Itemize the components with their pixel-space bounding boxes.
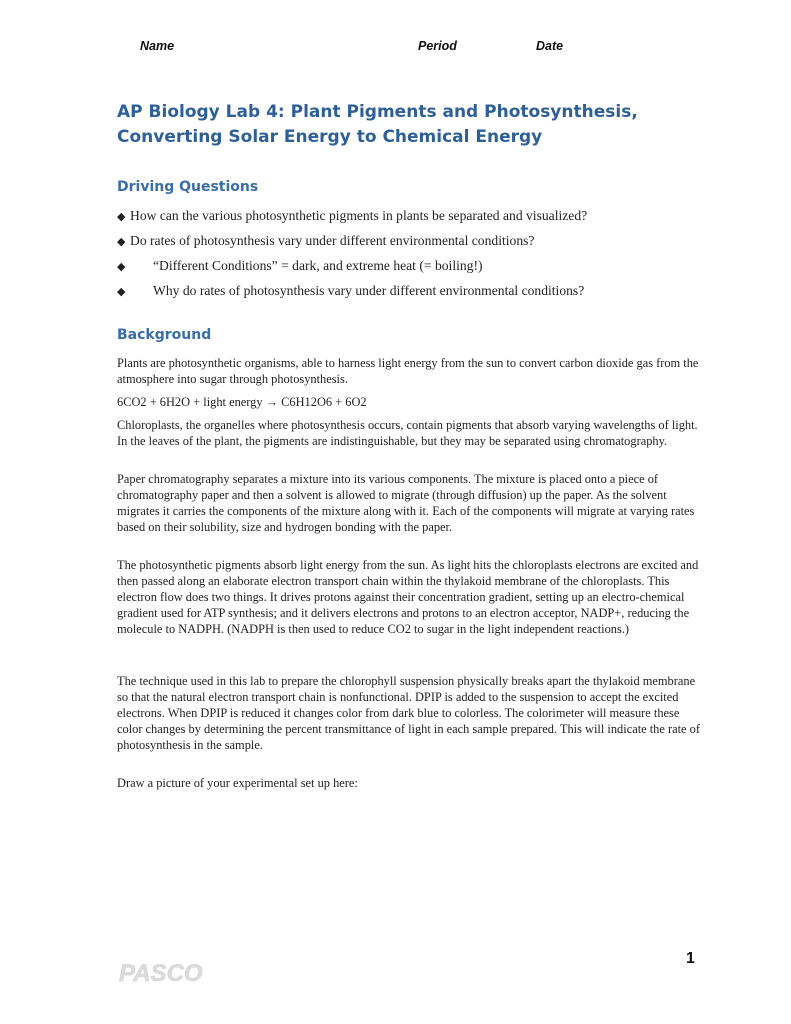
list-item: ◆ “Different Conditions” = dark, and extreme heat (= boiling!) xyxy=(117,258,483,273)
svg-text:PASCO: PASCO xyxy=(119,960,203,986)
page-number: 1 xyxy=(686,950,695,967)
page-title: AP Biology Lab 4: Plant Pigments and Photosynthesis, Converting Solar Energy to Chemical Energy xyxy=(117,102,638,147)
driving-questions-heading: Driving Questions xyxy=(117,179,259,195)
equation: 6CO2 + 6H2O + light energy → C6H12O6 + 6O2 xyxy=(117,395,367,409)
diamond-bullet-icon: ◆ xyxy=(117,211,126,223)
list-item: ◆ Do rates of photosynthesis vary under different environmental conditions? xyxy=(117,233,535,248)
diamond-bullet-icon: ◆ xyxy=(117,286,126,298)
diamond-bullet-icon: ◆ xyxy=(117,236,126,248)
drawing-prompt: Draw a picture of your experimental set up here: xyxy=(117,776,358,790)
background-paragraph-2: Chloroplasts, the organelles where photosynthesis occurs, contain pigments that absorb varying wavelengths of light. In the leaves of the plant, the pigments are indistinguishable, but they may be separated using chromatography. xyxy=(117,418,698,448)
name-label: Name xyxy=(140,39,175,53)
list-item: ◆ How can the various photosynthetic pigments in plants be separated and visualized? xyxy=(117,208,588,223)
background-paragraph-3: Paper chromatography separates a mixture into its various components. The mixture is placed onto a piece of chromatography paper and then a solvent is allowed to migrate (through diffusion) up the paper. As the solvent migrates it carries the components of the mixture along with it. Each of the components will migrate at varying rates based on their solubility, size and hydrogen bonding with the paper. xyxy=(117,472,695,534)
background-paragraph-4: The photosynthetic pigments absorb light energy from the sun. As light hits the chloroplasts electrons are excited and then passed along an elaborate electron transport chain within the thylakoid membrane of the chloroplasts. This electron flow does two things. It drives protons against their concentration gradient, setting up an electro-chemical gradient used for ATP synthesis; and it delivers electrons and protons to an electron acceptor, NADP+, reducing the molecule to NADPH. (NADPH is then used to reduce CO2 to sugar in the light independent reactions.) xyxy=(117,558,699,636)
background-heading: Background xyxy=(117,327,212,343)
pasco-logo xyxy=(117,960,217,991)
diamond-bullet-icon: ◆ xyxy=(117,261,126,273)
list-item: ◆ Why do rates of photosynthesis vary under different environmental conditions? xyxy=(117,283,585,298)
background-paragraph-1: Plants are photosynthetic organisms, able to harness light energy from the sun to convert carbon dioxide gas from the atmosphere into sugar through photosynthesis. xyxy=(117,356,699,386)
date-label: Date xyxy=(536,39,564,53)
background-paragraph-5: The technique used in this lab to prepare the chlorophyll suspension physically breaks apart the thylakoid membrane so that the natural electron transport chain is nonfunctional. DPIP is added to the suspension to accept the excited electrons. When DPIP is reduced it changes color from dark blue to colorless. The colorimeter will measure these color changes by determining the percent transmittance of light in each sample prepared. This will indicate the rate of photosynthesis in the sample. xyxy=(117,674,700,752)
period-label: Period xyxy=(418,39,457,53)
